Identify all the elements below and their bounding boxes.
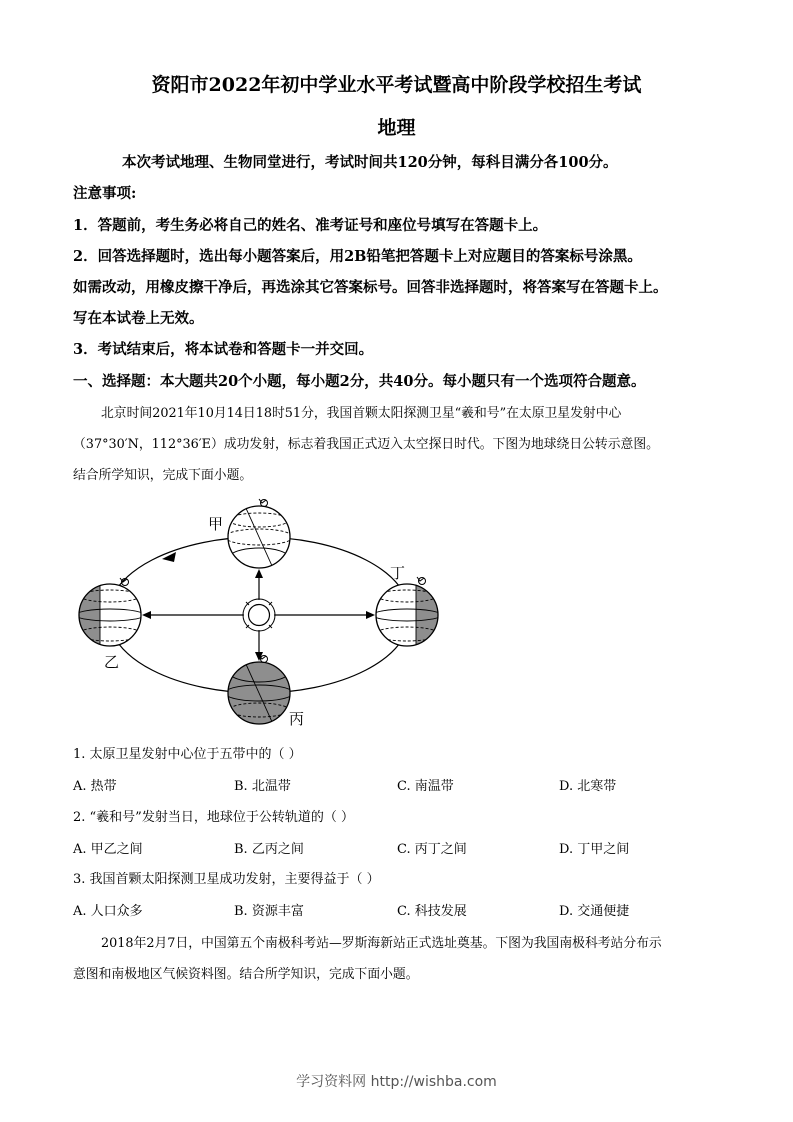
question-stem: 2. “羲和号”发射当日，地球位于公转轨道的（ ） [73, 810, 354, 825]
question-stem: 1. 太原卫星发射中心位于五带中的（ ） [73, 747, 302, 762]
intro-text: 本次考试地理、生物同堂进行，考试时间共120分钟，每科目满分各100分。 [122, 154, 618, 171]
passage-line: 北京时间2021年10月14日18时51分，我国首颗太阳探测卫星“羲和号”在太原卫星发射中心 [101, 406, 622, 421]
question-option: D. 北寒带 [559, 779, 617, 794]
page-footer: 学习资料网 http://wishba.com [296, 1074, 497, 1090]
notes-heading: 注意事项: [73, 185, 137, 202]
note-item: 如需改动，用橡皮擦干净后，再选涂其它答案标号。回答非选择题时，将答案写在答题卡上。 [73, 279, 668, 296]
orbit-direction-arrow [162, 552, 176, 562]
question-option: C. 南温带 [397, 779, 454, 794]
question-option: A. 人口众多 [73, 904, 143, 919]
question-option: C. 科技发展 [397, 904, 467, 919]
note-item: 1．答题前，考生务必将自己的姓名、准考证号和座位号填写在答题卡上。 [73, 217, 548, 234]
label-ding: 丁 [390, 564, 406, 582]
question-option: B. 乙丙之间 [234, 842, 304, 857]
section-heading: 一、选择题：本大题共20个小题，每小题2分，共40分。每小题只有一个选项符合题意。 [73, 373, 646, 390]
passage-line: （37°30′N，112°36′E）成功发射，标志着我国正式迈入太空探日时代。下图为地球绕日公转示意图。 [73, 437, 659, 452]
note-item: 2．回答选择题时，选出每小题答案后，用2B铅笔把答题卡上对应题目的答案标号涂黑。 [73, 248, 642, 265]
exam-title: 资阳市2022年初中学业水平考试暨高中阶段学校招生考试 [151, 74, 642, 96]
passage-line: 结合所学知识，完成下面小题。 [73, 468, 253, 483]
label-jia: 甲 [208, 515, 224, 533]
question-option: D. 交通便捷 [559, 904, 630, 919]
label-bing: 丙 [289, 710, 305, 728]
earth-ding-icon [373, 577, 441, 646]
earth-yi-icon [76, 578, 144, 646]
note-item: 3．考试结束后，将本试卷和答题卡一并交回。 [73, 341, 374, 358]
question-option: B. 资源丰富 [234, 904, 304, 919]
sun-icon [240, 596, 278, 634]
subject-title: 地理 [377, 117, 416, 139]
earth-revolution-diagram [70, 492, 460, 737]
passage-line: 2018年2月7日，中国第五个南极科考站—罗斯海新站正式选址奠基。下图为我国南极科考站分布示 [101, 936, 662, 951]
question-option: B. 北温带 [234, 779, 291, 794]
passage-line: 意图和南极地区气候资料图。结合所学知识，完成下面小题。 [73, 967, 419, 982]
note-item: 写在本试卷上无效。 [73, 310, 204, 327]
question-option: A. 热带 [73, 779, 117, 794]
question-stem: 3. 我国首颗太阳探测卫星成功发射，主要得益于（ ） [73, 872, 380, 887]
earth-bing-icon [225, 655, 293, 724]
question-option: A. 甲乙之间 [73, 842, 143, 857]
label-yi: 乙 [104, 653, 120, 671]
earth-jia-icon [225, 499, 293, 568]
question-option: C. 丙丁之间 [397, 842, 467, 857]
question-option: D. 丁甲之间 [559, 842, 630, 857]
